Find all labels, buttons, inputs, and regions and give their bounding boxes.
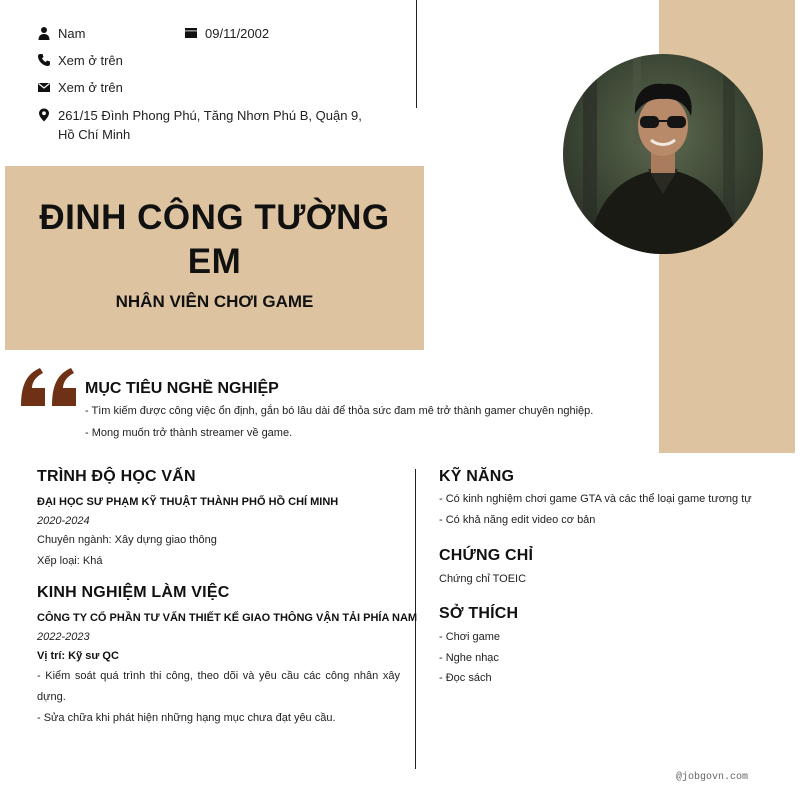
gender-text: Nam	[58, 26, 86, 41]
experience-title: KINH NGHIỆM LÀM VIỆC	[37, 584, 230, 601]
experience-company: CÔNG TY CỔ PHẦN TƯ VẤN THIẾT KẾ GIAO THÔNG VẬN TẢI PHÍA NAM	[37, 612, 418, 624]
objective-title: MỤC TIÊU NGHỀ NGHIỆP	[85, 380, 279, 397]
name-banner	[5, 166, 424, 350]
email-text: Xem ở trên	[58, 80, 123, 95]
certificate-item: Chứng chỉ TOEIC	[439, 573, 527, 585]
education-school: ĐẠI HỌC SƯ PHẠM KỸ THUẬT THÀNH PHỐ HỒ CHÍ MINH	[37, 496, 339, 508]
experience-period: 2022-2023	[37, 631, 90, 643]
calendar-icon	[184, 26, 198, 40]
education-major: Chuyên ngành: Xây dựng giao thông	[37, 534, 217, 546]
experience-item: - Sửa chữa khi phát hiện những hạng mục chưa đạt yêu cầu.	[37, 712, 336, 724]
hobbies-title: SỞ THÍCH	[439, 605, 519, 622]
hobby-item: - Nghe nhạc	[439, 652, 499, 664]
experience-position: Vị trí: Kỹ sư QC	[37, 650, 119, 662]
profile-photo	[563, 54, 763, 254]
skills-title: KỸ NĂNG	[439, 468, 515, 485]
education-period: 2020-2024	[37, 515, 90, 527]
contact-birthday	[184, 24, 269, 43]
contact-gender	[37, 24, 85, 43]
hobby-item: - Đọc sách	[439, 672, 492, 684]
contact-email	[37, 78, 123, 97]
location-pin-icon	[37, 108, 51, 122]
quote-mark-icon	[18, 358, 80, 410]
certificates-title: CHỨNG CHỈ	[439, 547, 534, 564]
top-divider	[416, 0, 417, 108]
education-rank: Xếp loại: Khá	[37, 555, 103, 567]
hobby-item: - Chơi game	[439, 631, 501, 643]
envelope-icon	[37, 80, 51, 94]
objective-item: - Mong muốn trở thành streamer về game.	[85, 427, 293, 439]
full-name: ĐINH CÔNG TƯỜNG EM	[39, 198, 390, 281]
watermark: @jobgovn.com	[676, 772, 749, 783]
phone-text: Xem ở trên	[58, 53, 123, 68]
address-text: 261/15 Đình Phong Phú, Tăng Nhơn Phú B, Quận 9, Hồ Chí Minh	[58, 108, 362, 142]
birthday-text: 09/11/2002	[205, 26, 270, 41]
phone-icon	[37, 53, 51, 67]
experience-item: - Kiểm soát quá trình thi công, theo dõi và yêu cầu các công nhân xây dựng.	[37, 670, 400, 703]
job-title: NHÂN VIÊN CHƠI GAME	[115, 292, 314, 311]
skills-item: - Có khả năng edit video cơ bản	[439, 514, 596, 526]
objective-item: - Tìm kiếm được công việc ổn định, gắn bó lâu dài để thỏa sức đam mê trở thành gamer chuyên nghiệp.	[85, 405, 594, 417]
contact-phone	[37, 51, 123, 70]
contact-address	[37, 106, 377, 144]
person-icon	[37, 26, 51, 40]
skills-item: - Có kinh nghiệm chơi game GTA và các thể loại game tương tự	[439, 493, 752, 505]
education-title: TRÌNH ĐỘ HỌC VẤN	[37, 468, 196, 485]
